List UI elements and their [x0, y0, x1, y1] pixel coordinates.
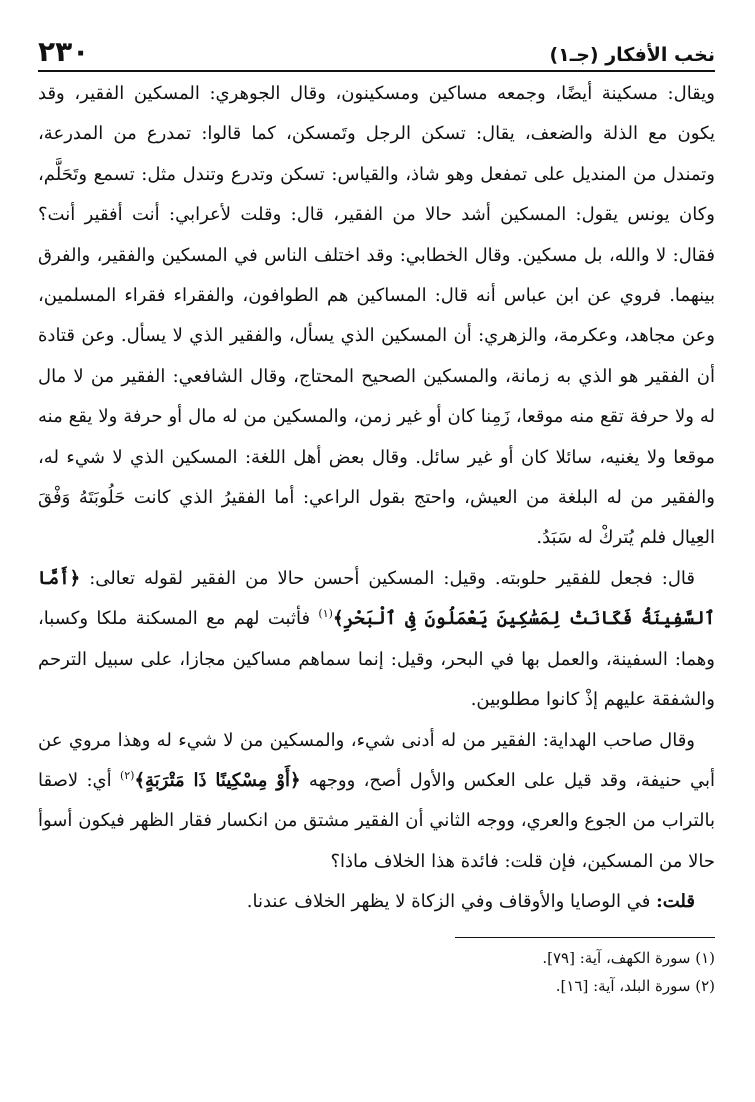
running-header	[38, 30, 715, 72]
paragraph-1-text: ويقال: مسكينة أيضًا، وجمعه مساكين ومسكينون، وقال الجوهري: المسكين الفقير، وقد يكون مع الذلة والضعف، يقال: تسكن الرجل وتَمسكن، كما قالوا: تمدرع من المدرعة، وتمندل من المنديل على تمفعل وهو شاذ، والقياس: تسكن وتدرع وتندل مثل: تسمع وتَحَلَّم، وكان يونس يقول: المسكين أشد حالا من الفقير، قال: وقلت لأعرابي: أنت أفقير أنت؟ فقال: لا والله، بل مسكين. وقال الخطابي: وقد اختلف الناس في المسكين والفقير، والفرق بينهما. فروي عن ابن عباس أنه قال: المساكين هم الطوافون، والفقراء فقراء المسلمين، وعن مجاهد، وعكرمة، والزهري: أن المسكين الذي يسأل، والفقير الذي لا يسأل. وعن قتادة أن الفقير هو الذي به زمانة، والمسكين الصحيح المحتاج، وقال الشافعي: الفقير من لا مال له ولا حرفة تقع منه موقعا، زَمِنا كان أو غير زمن، والمسكين من له مال أو حرفة ولا يقع منه موقعا ولا يغنيه، سائلا كان أو غير سائل. وقال بعض أهل اللغة: المسكين الذي لا شيء له، والفقير من له البلغة من العيش، واحتج بقول الراعي: أما الفقيرُ الذي كانت حَلُوبَتَهُ وَفْقَ العِيال فلم يُتركْ له سَبَدُ.	[38, 83, 715, 549]
paragraph-2-text-before: قال: فجعل للفقير حلوبته. وقيل: المسكين أحسن حالا من الفقير لقوله تعالى:	[80, 567, 695, 589]
paragraph-4	[38, 882, 715, 922]
paragraph-2-text-after: فأثبت لهم مع المسكنة ملكا وكسبا، وهما: السفينة، والعمل بها في البحر، وقيل: إنما سماهم مساكين مجازا، على سبيل الترحم والشفقة عليهم إذْ كانوا مطلوبين.	[38, 608, 715, 711]
footnote-1: (١) سورة الكهف، آية: [٧٩].	[542, 948, 715, 967]
page-number: ٢٣٠	[38, 35, 90, 68]
footnote-divider	[455, 937, 715, 938]
footnote-mark-2: (٢)	[119, 768, 135, 782]
book-title: نخب الأفكار (جـ١)	[549, 44, 715, 66]
quran-verse-2: ﴿أَوْ مِسْكِينًا ذَا مَتْرَبَةٍ﴾	[134, 769, 301, 791]
paragraph-3-text-before: وقال صاحب الهداية: الفقير من له أدنى شيء، والمسكين من لا شيء له وهذا مروي عن أبي حنيفة، وقد قيل على العكس والأول أصح، ووجهه	[38, 729, 715, 791]
quran-verse-1: ﴿أَمَّا ٱلسَّفِينَةُ فَكَانَتْ لِمَسَٰكِينَ يَعْمَلُونَ فِى ٱلْبَحْرِ﴾	[38, 567, 715, 630]
qult-label: قلت:	[656, 891, 695, 913]
footnote-mark-1: (١)	[318, 607, 333, 621]
paragraph-4-text: في الوصايا والأوقاف وفي الزكاة لا يظهر الخلاف عندنا.	[246, 891, 657, 913]
footnote-2: (٢) سورة البلد، آية: [١٦].	[555, 976, 715, 995]
main-text	[38, 74, 715, 923]
footnotes	[38, 944, 715, 1000]
page	[38, 30, 715, 1102]
paragraph-1	[38, 74, 715, 559]
paragraph-3-text-after: أي: لاصقا بالتراب من الجوع والعري، ووجه الثاني أن الفقير مشتق من انكسار فقار الظهر فيكون أسوأ حالا من المسكين، فإن قلت: فائدة هذا الخلاف ماذا؟	[38, 769, 715, 872]
paragraph-2	[38, 559, 715, 721]
paragraph-3	[38, 721, 715, 883]
